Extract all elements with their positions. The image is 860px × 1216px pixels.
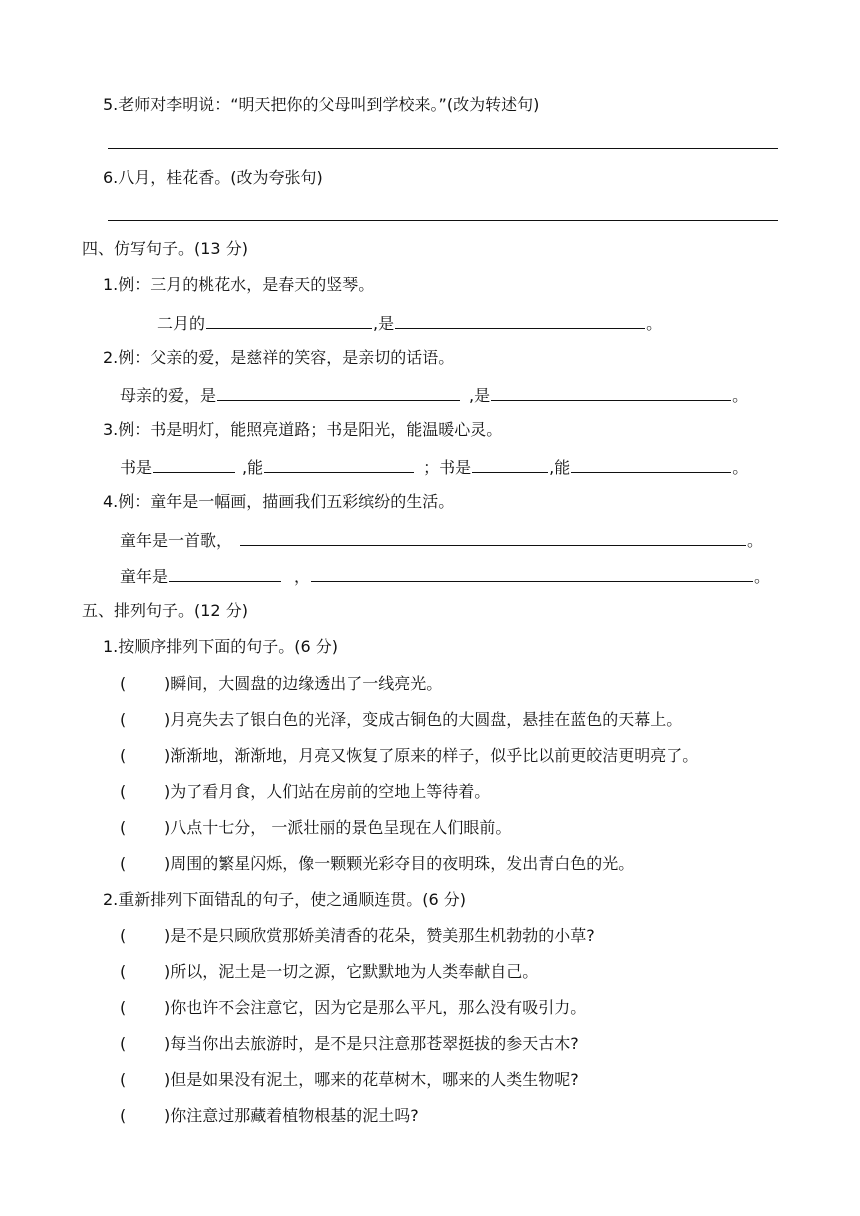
blank-3b[interactable] [264, 455, 414, 473]
order-slot[interactable]: ( [120, 782, 127, 801]
blank-4c[interactable] [311, 564, 753, 582]
ordering-item-text: )但是如果没有泥土，哪来的花草树木，哪来的人类生物呢? [164, 1070, 579, 1089]
ordering-item-text: )周围的繁星闪烁，像一颗颗光彩夺目的夜明珠，发出青白色的光。 [164, 854, 635, 873]
example-1: 1.例：三月的桃花水，是春天的竖琴。 [103, 275, 375, 294]
fill-4b-prefix: 童年是 [120, 567, 169, 586]
fill-2-prefix: 母亲的爱，是 [120, 386, 217, 405]
ordering-item [120, 781, 490, 803]
fill-3-mid3: ,能 [549, 458, 571, 477]
order-slot[interactable]: ( [120, 1034, 127, 1053]
ordering-item [120, 997, 586, 1019]
ordering-item [120, 709, 682, 731]
order-slot[interactable]: ( [120, 1106, 127, 1125]
example-3: 3.例：书是明灯，能照亮道路；书是阳光，能温暖心灵。 [103, 420, 503, 439]
fill-2-mid: ,是 [469, 386, 491, 405]
answer-line-6[interactable] [108, 220, 778, 221]
fill-4a-prefix: 童年是一首歌， [120, 531, 233, 550]
order-slot[interactable]: ( [120, 818, 127, 837]
ordering-item-text: )是不是只顾欣赏那娇美清香的花朵，赞美那生机勃勃的小草? [164, 926, 595, 945]
blank-4b[interactable] [169, 564, 281, 582]
blank-1b[interactable] [395, 311, 645, 329]
ordering-item-text: )八点十七分， 一派壮丽的景色呈现在人们眼前。 [164, 818, 512, 837]
ordering-item-text: )渐渐地，渐渐地，月亮又恢复了原来的样子，似乎比以前更皎洁更明亮了。 [164, 746, 699, 765]
fill-line-2 [120, 383, 748, 407]
order-slot[interactable]: ( [120, 1070, 127, 1089]
answer-line-5[interactable] [108, 148, 778, 149]
question-5: 5.老师对李明说：“明天把你的父母叫到学校来。”(改为转述句) [103, 95, 540, 114]
fill-4b-end: 。 [754, 567, 771, 586]
fill-line-1 [157, 311, 662, 335]
example-2: 2.例：父亲的爱，是慈祥的笑容，是亲切的话语。 [103, 348, 455, 367]
blank-3c[interactable] [472, 455, 548, 473]
group-2-title: 2.重新排列下面错乱的句子，使之通顺连贯。(6 分) [103, 890, 467, 909]
ordering-item [120, 853, 634, 875]
ordering-item-text: )所以，泥土是一切之源，它默默地为人类奉献自己。 [164, 962, 539, 981]
fill-1-mid: ,是 [373, 314, 395, 333]
order-slot[interactable]: ( [120, 926, 127, 945]
fill-4a-end: 。 [747, 531, 764, 550]
fill-3-mid2: ；书是 [423, 458, 472, 477]
fill-3-mid: ,能 [242, 458, 264, 477]
ordering-item-text: )你也许不会注意它，因为它是那么平凡，那么没有吸引力。 [164, 998, 587, 1017]
blank-2b[interactable] [491, 383, 731, 401]
example-4: 4.例：童年是一幅画，描画我们五彩缤纷的生活。 [103, 492, 455, 511]
ordering-item-text: )为了看月食，人们站在房前的空地上等待着。 [164, 782, 491, 801]
ordering-item-text: )月亮失去了银白色的光泽，变成古铜色的大圆盘，悬挂在蓝色的天幕上。 [164, 710, 683, 729]
order-slot[interactable]: ( [120, 674, 127, 693]
ordering-item [120, 817, 511, 839]
ordering-item-text: )瞬间，大圆盘的边缘透出了一线亮光。 [164, 674, 443, 693]
blank-1a[interactable] [206, 311, 372, 329]
order-slot[interactable]: ( [120, 998, 127, 1017]
ordering-item [120, 925, 595, 947]
fill-1-end: 。 [646, 314, 663, 333]
fill-line-4b [120, 564, 770, 588]
ordering-item-text: )每当你出去旅游时，是不是只注意那苍翠挺拔的参天古木? [164, 1034, 579, 1053]
group-1-title: 1.按顺序排列下面的句子。(6 分) [103, 637, 339, 656]
ordering-item-text: )你注意过那藏着植物根基的泥土吗? [164, 1106, 419, 1125]
order-slot[interactable]: ( [120, 746, 127, 765]
fill-4b-mid: ， [294, 567, 311, 586]
blank-3d[interactable] [571, 455, 731, 473]
section-4-title: 四、仿写句子。(13 分) [82, 239, 248, 258]
ordering-item [120, 745, 698, 767]
fill-2-end: 。 [732, 386, 749, 405]
section-5-title: 五、排列句子。(12 分) [82, 601, 248, 620]
fill-line-4a [120, 528, 763, 552]
blank-3a[interactable] [153, 455, 235, 473]
ordering-item [120, 1069, 579, 1091]
ordering-item [120, 1033, 579, 1055]
blank-2a[interactable] [217, 383, 460, 401]
ordering-item [120, 673, 442, 695]
fill-line-3 [120, 455, 748, 479]
ordering-item [120, 961, 538, 983]
fill-3-prefix: 书是 [120, 458, 153, 477]
ordering-item [120, 1105, 419, 1127]
order-slot[interactable]: ( [120, 710, 127, 729]
question-6: 6.八月，桂花香。(改为夸张句) [103, 168, 323, 187]
order-slot[interactable]: ( [120, 854, 127, 873]
fill-3-end: 。 [732, 458, 749, 477]
blank-4a[interactable] [240, 528, 746, 546]
order-slot[interactable]: ( [120, 962, 127, 981]
fill-1-prefix: 二月的 [157, 314, 206, 333]
